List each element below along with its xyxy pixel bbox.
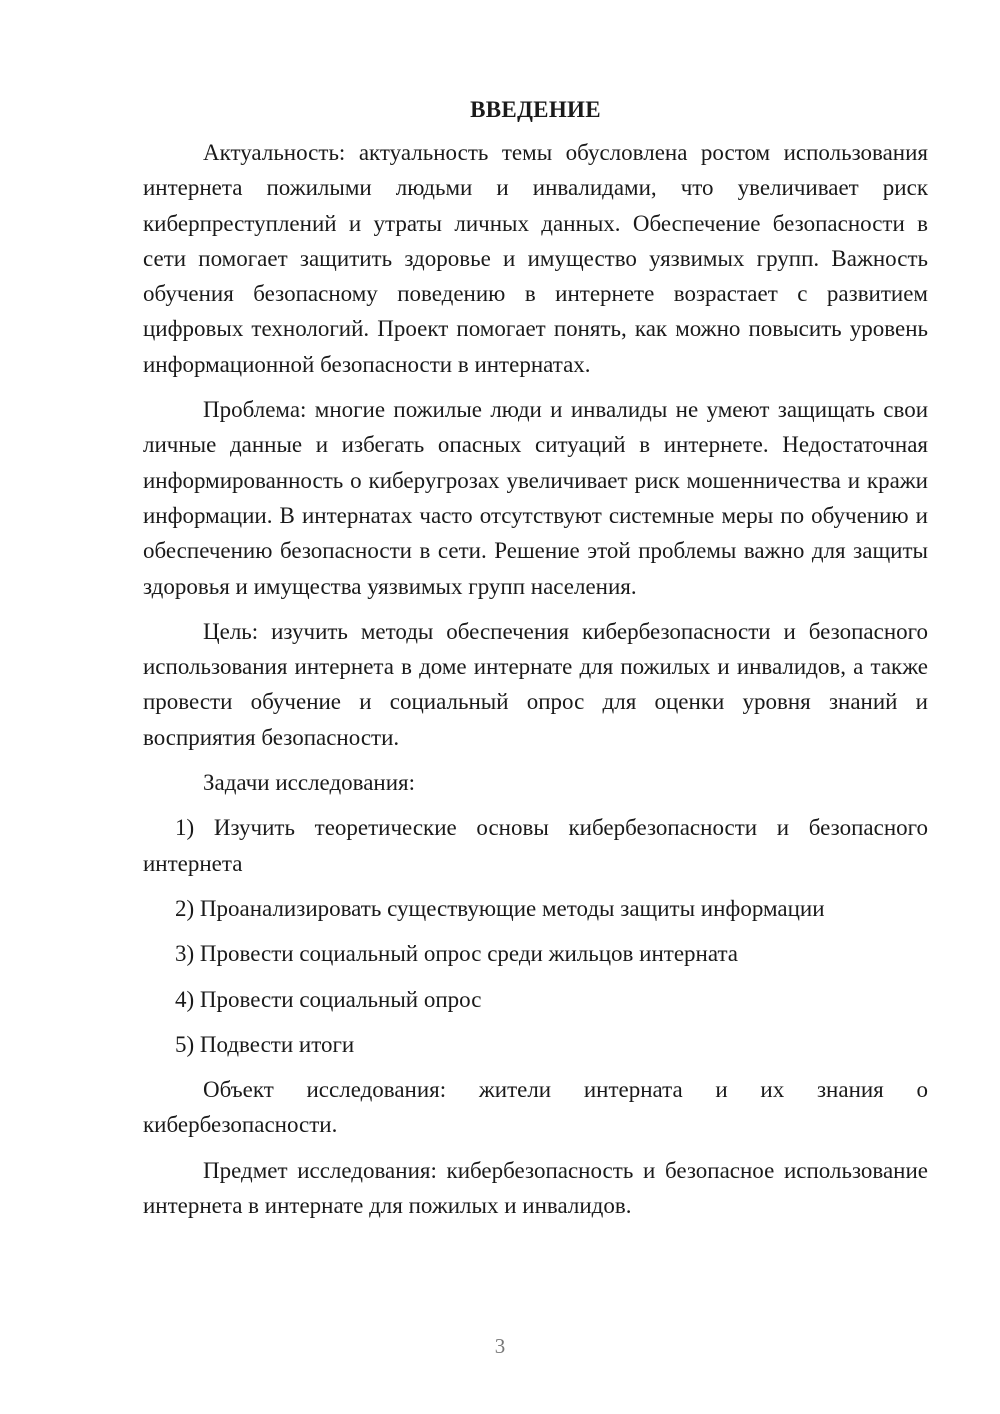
paragraph-goal: Цель: изучить методы обеспечения кибербезопасности и безопасного использования интернета в доме интернате для пожилых и инвалидов, а также провести обучение и социальный опрос для оценки уровня знаний и восприятия безопасности. [143,618,928,750]
task-item-2: 2) Проанализировать существующие методы защиты информации [175,895,825,921]
task-item-1: 1) Изучить теоретические основы кибербезопасности и безопасного интернета [143,815,928,876]
page-number: 3 [494,1334,506,1358]
document-page [143,92,928,1223]
section-title: ВВЕДЕНИЕ [470,97,601,122]
paragraph-subject: Предмет исследования: кибербезопасность и безопасное использование интернета в интернате для пожилых и инвалидов. [143,1157,928,1219]
task-item-5: 5) Подвести итоги [175,1031,355,1057]
task-item-3: 3) Провести социальный опрос среди жильцов интерната [175,941,739,967]
task-item-4: 4) Провести социальный опрос [175,986,482,1012]
paragraph-object: Объект исследования: жители интерната и их знания о кибербезопасности. [143,1077,928,1138]
tasks-heading: Задачи исследования: [203,770,416,796]
paragraph-problem: Проблема: многие пожилые люди и инвалиды не умеют защищать свои личные данные и избегать опасных ситуаций в интернете. Недостаточная информированность о киберугрозах увеличивает риск мошенничества и кражи информации. В интернатах часто отсутствуют системные меры по обучению и обеспечению безопасности в сети. Решение этой проблемы важно для защиты здоровья и имущества уязвимых групп населения. [143,397,928,599]
paragraph-relevance: Актуальность: актуальность темы обусловлена ростом использования интернета пожилыми людьми и инвалидами, что увеличивает риск киберпреступлений и утраты личных данных. Обеспечение безопасности в сети помогает защитить здоровье и имущество уязвимых групп. Важность обучения безопасному поведению в интернете возрастает с развитием цифровых технологий. Проект помогает понять, как можно повысить уровень информационной безопасности в интернатах. [143,140,928,377]
